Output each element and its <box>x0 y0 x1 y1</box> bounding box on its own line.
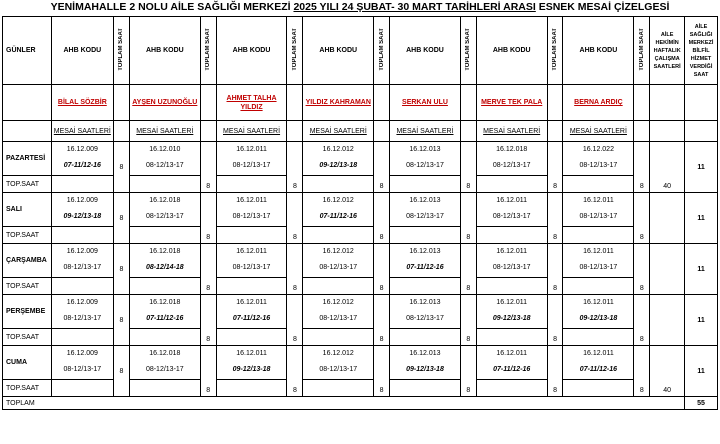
total-hours: 8 <box>374 142 390 193</box>
blank-cell <box>303 176 374 193</box>
total-hours: 8 <box>547 295 563 346</box>
blank-cell <box>634 121 650 142</box>
work-hours: 08-12/13-17 <box>51 310 113 329</box>
blank-cell <box>634 85 650 121</box>
ahb-code: 16.12.010 <box>129 142 200 157</box>
blank-cell <box>303 278 374 295</box>
ahb-code: 16.12.012 <box>303 244 374 259</box>
work-hours: 08-12/13-17 <box>476 259 547 278</box>
work-hours: 09-12/13-18 <box>563 310 634 329</box>
blank-cell <box>476 278 547 295</box>
header-toplam-saat <box>547 17 563 85</box>
weekly-hours: 40 <box>650 346 685 397</box>
total-hours: 8 <box>374 193 390 244</box>
mesai-saatleri-label: MESAİ SAATLERİ <box>216 121 287 142</box>
total-hours: 8 <box>634 295 650 346</box>
weekly-hours <box>650 193 685 244</box>
ahb-code: 16.12.013 <box>390 193 461 208</box>
mesai-saatleri-label: MESAİ SAATLERİ <box>476 121 547 142</box>
ahb-code: 16.12.011 <box>563 193 634 208</box>
top-saat-label: TOP.SAAT <box>3 329 52 346</box>
total-hours: 8 <box>460 244 476 295</box>
blank-cell <box>51 176 113 193</box>
blank-cell <box>476 176 547 193</box>
ebilfil-hours: 11 <box>685 346 718 397</box>
blank-cell <box>114 121 130 142</box>
blank-cell <box>390 329 461 346</box>
doctor-name <box>51 85 113 121</box>
ahb-code: 16.12.011 <box>476 295 547 310</box>
header-toplam-saat-label: TOPLAM SAAT <box>465 28 472 71</box>
blank-cell <box>460 121 476 142</box>
mesai-saatleri-label: MESAİ SAATLERİ <box>303 121 374 142</box>
total-hours: 8 <box>634 346 650 397</box>
doctor-name-text: SERKAN ULU <box>402 99 448 106</box>
header-toplam-saat-label: TOPLAM SAAT <box>638 28 645 71</box>
doctor-name-text: AYŞEN UZUNOĞLU <box>132 99 198 106</box>
work-hours: 07-11/12-16 <box>476 361 547 380</box>
header-ahb-kodu: AHB KODU <box>390 17 461 85</box>
ahb-code: 16.12.012 <box>303 193 374 208</box>
work-hours: 09-12/13-18 <box>390 361 461 380</box>
ahb-code: 16.12.018 <box>129 193 200 208</box>
header-toplam-saat-label: TOPLAM SAAT <box>118 28 125 71</box>
ahb-code: 16.12.013 <box>390 346 461 361</box>
blank-cell <box>476 227 547 244</box>
total-hours: 8 <box>287 193 303 244</box>
work-hours: 07-11/12-16 <box>563 361 634 380</box>
doctor-name <box>303 85 374 121</box>
total-hours: 8 <box>634 193 650 244</box>
total-hours: 8 <box>634 244 650 295</box>
header-ahb-kodu: AHB KODU <box>216 17 287 85</box>
work-hours: 08-12/13-17 <box>129 157 200 176</box>
total-hours: 8 <box>114 193 130 244</box>
header-weekly-hours: AİLE HEKİMİN HAFTALIK ÇALIŞMA SAATLERİ <box>650 17 685 85</box>
blank-cell <box>216 278 287 295</box>
work-hours: 08-12/13-17 <box>216 157 287 176</box>
work-hours: 07-11/12-16 <box>51 157 113 176</box>
ahb-code: 16.12.011 <box>476 193 547 208</box>
total-hours: 8 <box>200 346 216 397</box>
blank-cell <box>51 227 113 244</box>
work-hours: 09-12/13-18 <box>216 361 287 380</box>
header-ahb-kodu: AHB KODU <box>51 17 113 85</box>
total-hours: 8 <box>460 295 476 346</box>
blank-cell <box>129 278 200 295</box>
work-hours: 09-12/13-18 <box>51 208 113 227</box>
day-name: PERŞEMBE <box>3 295 52 329</box>
day-name: ÇARŞAMBA <box>3 244 52 278</box>
blank-cell <box>303 380 374 397</box>
ahb-code: 16.12.012 <box>303 346 374 361</box>
blank-cell <box>216 329 287 346</box>
top-saat-label: TOP.SAAT <box>3 176 52 193</box>
header-toplam-saat <box>374 17 390 85</box>
ahb-code: 16.12.009 <box>51 346 113 361</box>
top-saat-label: TOP.SAAT <box>3 278 52 295</box>
blank-cell <box>51 329 113 346</box>
blank-cell <box>216 380 287 397</box>
ahb-code: 16.12.011 <box>216 244 287 259</box>
ahb-code: 16.12.018 <box>476 142 547 157</box>
ahb-code: 16.12.009 <box>51 244 113 259</box>
ahb-code: 16.12.013 <box>390 244 461 259</box>
ebilfil-hours: 11 <box>685 295 718 346</box>
work-hours: 08-12/13-17 <box>303 361 374 380</box>
total-hours: 8 <box>114 346 130 397</box>
work-hours: 08-12/14-18 <box>129 259 200 278</box>
work-hours: 08-12/13-17 <box>390 310 461 329</box>
ahb-code: 16.12.013 <box>390 295 461 310</box>
doctor-name-text: BİLAL SÖZBİR <box>57 99 107 106</box>
total-hours: 8 <box>547 142 563 193</box>
header-toplam-saat-label: TOPLAM SAAT <box>205 28 212 71</box>
ahb-code: 16.12.011 <box>563 346 634 361</box>
title-prefix: YENİMAHALLE 2 NOLU AİLE SAĞLIĞI MERKEZİ <box>50 1 294 13</box>
grand-total: 55 <box>685 397 718 410</box>
weekly-hours <box>650 295 685 346</box>
work-hours: 08-12/13-17 <box>129 361 200 380</box>
work-hours: 08-12/13-17 <box>476 157 547 176</box>
blank-cell <box>51 278 113 295</box>
ahb-code: 16.12.011 <box>216 142 287 157</box>
blank-cell <box>216 227 287 244</box>
work-hours: 07-11/12-16 <box>129 310 200 329</box>
work-hours: 08-12/13-17 <box>129 208 200 227</box>
blank-cell <box>3 121 52 142</box>
header-gunler: GÜNLER <box>3 17 52 85</box>
ahb-code: 16.12.009 <box>51 193 113 208</box>
page-title <box>0 0 720 15</box>
work-hours: 08-12/13-17 <box>303 310 374 329</box>
ahb-code: 16.12.011 <box>216 346 287 361</box>
ahb-code: 16.12.022 <box>563 142 634 157</box>
total-hours: 8 <box>634 142 650 193</box>
total-hours: 8 <box>374 346 390 397</box>
doctor-name <box>216 85 287 121</box>
header-toplam-saat-label: TOPLAM SAAT <box>552 28 559 71</box>
blank-cell <box>390 380 461 397</box>
title-date-range: 2025 YILI 24 ŞUBAT- 30 MART TARİHLERİ ARASI <box>293 1 536 13</box>
top-saat-label: TOP.SAAT <box>3 380 52 397</box>
work-hours: 07-11/12-16 <box>303 208 374 227</box>
work-hours: 08-12/13-17 <box>563 208 634 227</box>
blank-cell <box>129 227 200 244</box>
work-hours: 07-11/12-16 <box>390 259 461 278</box>
header-ahb-kodu: AHB KODU <box>476 17 547 85</box>
mesai-saatleri-label: MESAİ SAATLERİ <box>390 121 461 142</box>
ahb-code: 16.12.011 <box>216 193 287 208</box>
total-hours: 8 <box>114 295 130 346</box>
header-toplam-saat <box>200 17 216 85</box>
blank-cell <box>563 176 634 193</box>
mesai-saatleri-label: MESAİ SAATLERİ <box>563 121 634 142</box>
doctor-name-text: AHMET TALHA YILDIZ <box>226 94 277 111</box>
blank-cell <box>460 85 476 121</box>
total-hours: 8 <box>287 346 303 397</box>
doctor-name <box>476 85 547 121</box>
total-hours: 8 <box>374 244 390 295</box>
ahb-code: 16.12.011 <box>476 244 547 259</box>
header-ebilfil: AİLE SAĞLIĞI MERKEZİ BİLFİL HİZMET VERDİĞİ SAAT <box>685 17 718 85</box>
ahb-code: 16.12.011 <box>563 244 634 259</box>
work-hours: 09-12/13-18 <box>303 157 374 176</box>
total-hours: 8 <box>200 244 216 295</box>
toplam-label: TOPLAM <box>3 397 685 410</box>
day-name: CUMA <box>3 346 52 380</box>
header-toplam-saat-label: TOPLAM SAAT <box>378 28 385 71</box>
total-hours: 8 <box>547 346 563 397</box>
blank-cell <box>129 176 200 193</box>
ahb-code: 16.12.012 <box>303 295 374 310</box>
ahb-code: 16.12.011 <box>216 295 287 310</box>
header-ahb-kodu: AHB KODU <box>303 17 374 85</box>
blank-cell <box>563 227 634 244</box>
total-hours: 8 <box>114 244 130 295</box>
ahb-code: 16.12.009 <box>51 142 113 157</box>
blank-cell <box>547 121 563 142</box>
total-hours: 8 <box>287 244 303 295</box>
header-toplam-saat <box>114 17 130 85</box>
ahb-code: 16.12.013 <box>390 142 461 157</box>
ahb-code: 16.12.009 <box>51 295 113 310</box>
total-hours: 8 <box>200 142 216 193</box>
blank-cell <box>114 85 130 121</box>
day-name: PAZARTESİ <box>3 142 52 176</box>
doctor-name-text: YILDIZ KAHRAMAN <box>305 99 371 106</box>
total-hours: 8 <box>200 193 216 244</box>
ahb-code: 16.12.018 <box>129 244 200 259</box>
work-hours: 08-12/13-17 <box>476 208 547 227</box>
doctor-name <box>563 85 634 121</box>
schedule-table <box>2 16 718 410</box>
blank-cell <box>685 85 718 121</box>
blank-cell <box>287 85 303 121</box>
ebilfil-hours: 11 <box>685 244 718 295</box>
blank-cell <box>200 85 216 121</box>
blank-cell <box>563 380 634 397</box>
header-toplam-saat <box>460 17 476 85</box>
work-hours: 08-12/13-17 <box>216 259 287 278</box>
total-hours: 8 <box>547 193 563 244</box>
work-hours: 08-12/13-17 <box>51 361 113 380</box>
blank-cell <box>303 329 374 346</box>
header-toplam-saat <box>634 17 650 85</box>
title-suffix: ESNEK MESAİ ÇİZELGESİ <box>535 1 670 13</box>
mesai-saatleri-label: MESAİ SAATLERİ <box>51 121 113 142</box>
blank-cell <box>650 121 685 142</box>
work-hours: 07-11/12-16 <box>216 310 287 329</box>
blank-cell <box>390 278 461 295</box>
blank-cell <box>390 227 461 244</box>
total-hours: 8 <box>460 142 476 193</box>
total-hours: 8 <box>114 142 130 193</box>
work-hours: 08-12/13-17 <box>390 208 461 227</box>
weekly-hours: 40 <box>650 142 685 193</box>
blank-cell <box>547 85 563 121</box>
blank-cell <box>390 176 461 193</box>
doctor-name <box>129 85 200 121</box>
total-hours: 8 <box>460 346 476 397</box>
top-saat-label: TOP.SAAT <box>3 227 52 244</box>
blank-cell <box>476 380 547 397</box>
work-hours: 08-12/13-17 <box>563 157 634 176</box>
blank-cell <box>374 121 390 142</box>
blank-cell <box>129 329 200 346</box>
header-ahb-kodu: AHB KODU <box>563 17 634 85</box>
weekly-hours <box>650 244 685 295</box>
blank-cell <box>129 380 200 397</box>
doctor-name-text: BERNA ARDIÇ <box>574 99 623 106</box>
blank-cell <box>216 176 287 193</box>
doctor-name-text: MERVE TEK PALA <box>481 99 543 106</box>
mesai-saatleri-label: MESAİ SAATLERİ <box>129 121 200 142</box>
total-hours: 8 <box>460 193 476 244</box>
total-hours: 8 <box>547 244 563 295</box>
header-toplam-saat-label: TOPLAM SAAT <box>291 28 298 71</box>
blank-cell <box>200 121 216 142</box>
total-hours: 8 <box>287 142 303 193</box>
ahb-code: 16.12.012 <box>303 142 374 157</box>
work-hours: 08-12/13-17 <box>563 259 634 278</box>
blank-cell <box>476 329 547 346</box>
ebilfil-hours: 11 <box>685 193 718 244</box>
blank-cell <box>563 329 634 346</box>
blank-cell <box>563 278 634 295</box>
total-hours: 8 <box>374 295 390 346</box>
ahb-code: 16.12.011 <box>563 295 634 310</box>
header-toplam-saat <box>287 17 303 85</box>
doctor-name <box>390 85 461 121</box>
blank-cell <box>287 121 303 142</box>
total-hours: 8 <box>287 295 303 346</box>
work-hours: 08-12/13-17 <box>390 157 461 176</box>
total-hours: 8 <box>200 295 216 346</box>
blank-cell <box>303 227 374 244</box>
blank-cell <box>374 85 390 121</box>
work-hours: 08-12/13-17 <box>303 259 374 278</box>
ebilfil-hours: 11 <box>685 142 718 193</box>
work-hours: 08-12/13-17 <box>51 259 113 278</box>
work-hours: 08-12/13-17 <box>216 208 287 227</box>
ahb-code: 16.12.018 <box>129 295 200 310</box>
header-ahb-kodu: AHB KODU <box>129 17 200 85</box>
blank-cell <box>685 121 718 142</box>
blank-cell <box>3 85 52 121</box>
blank-cell <box>51 380 113 397</box>
work-hours: 09-12/13-18 <box>476 310 547 329</box>
ahb-code: 16.12.011 <box>476 346 547 361</box>
day-name: SALI <box>3 193 52 227</box>
blank-cell <box>650 85 685 121</box>
ahb-code: 16.12.018 <box>129 346 200 361</box>
